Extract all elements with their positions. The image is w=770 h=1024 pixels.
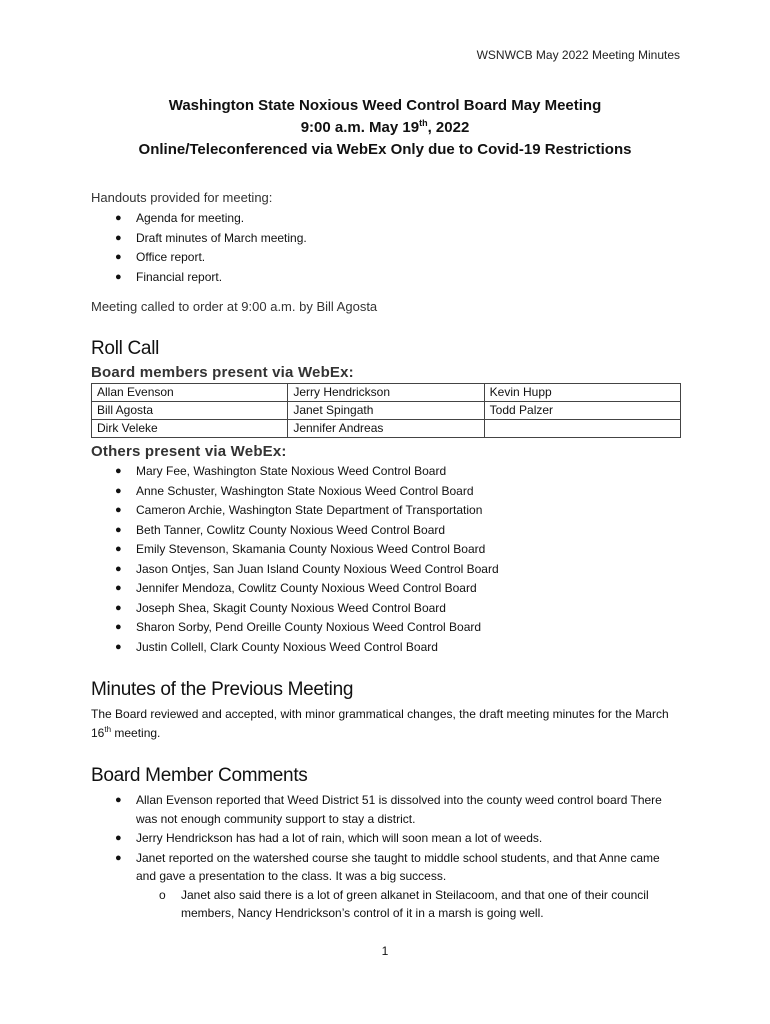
attendee: Joseph Shea, Skagit County Noxious Weed Control Board	[136, 600, 446, 615]
board-comments-heading: Board Member Comments	[91, 765, 308, 786]
minutes-text-main: The Board reviewed and accepted, with minor grammatical changes, the draft meeting minutes for the March 16	[91, 707, 669, 740]
bullet-icon: ●	[115, 640, 122, 653]
list-item	[91, 268, 681, 288]
list-item	[136, 886, 681, 923]
document-title	[0, 95, 770, 161]
bullet-icon: ●	[115, 832, 122, 844]
list-item	[91, 638, 681, 658]
list-item	[91, 229, 681, 249]
attendee: Emily Stevenson, Skamania County Noxious Weed Control Board	[136, 542, 486, 556]
title-line-3: Online/Teleconferenced via WebEx Only due to Covid-19 Restrictions	[138, 141, 632, 158]
ordinal-suffix: th	[104, 725, 112, 734]
page-number: 1	[381, 944, 389, 958]
table-row	[92, 384, 681, 402]
table-cell: Todd Palzer	[484, 402, 680, 420]
handouts-list	[91, 209, 681, 287]
bullet-icon: ●	[115, 621, 122, 633]
list-item	[91, 540, 681, 560]
attendee: Sharon Sorby, Pend Oreille County Noxious Weed Control Board	[136, 620, 482, 634]
bullet-icon: ●	[115, 601, 122, 614]
title-line-1: Washington State Noxious Weed Control Board May Meeting	[168, 97, 602, 114]
comment-text: Jerry Hendrickson has had a lot of rain, which will soon mean a lot of weeds.	[136, 831, 543, 845]
sub-list	[136, 886, 681, 923]
list-item	[91, 209, 681, 229]
attendee: Beth Tanner, Cowlitz County Noxious Weed Control Board	[136, 522, 446, 537]
table-cell: Jerry Hendrickson	[288, 384, 484, 402]
bullet-icon: ●	[115, 251, 122, 263]
table-cell	[484, 420, 680, 438]
bullet-icon: ●	[115, 231, 122, 244]
title-ordinal-suffix: th	[419, 118, 428, 128]
title-time-date: 9:00 a.m. May 19	[300, 119, 420, 136]
list-item	[91, 521, 681, 541]
table-cell: Bill Agosta	[92, 402, 288, 420]
table-cell: Dirk Veleke	[92, 420, 288, 438]
bullet-icon: ●	[115, 504, 122, 516]
list-item	[91, 248, 681, 268]
bullet-icon: ●	[115, 562, 122, 575]
list-item	[91, 501, 681, 521]
bullet-icon: ●	[115, 582, 122, 594]
call-to-order: Meeting called to order at 9:00 a.m. by Bill Agosta	[91, 299, 378, 314]
list-item	[91, 579, 681, 599]
minutes-text	[91, 705, 681, 743]
list-item	[91, 482, 681, 502]
list-item	[91, 791, 681, 828]
attendee: Mary Fee, Washington State Noxious Weed Control Board	[136, 464, 447, 478]
others-list	[91, 462, 681, 657]
minutes-text-end: meeting.	[111, 726, 161, 740]
bullet-icon: ●	[115, 794, 122, 806]
table-row	[92, 402, 681, 420]
attendee: Anne Schuster, Washington State Noxious Weed Control Board	[136, 483, 474, 498]
list-item	[91, 849, 681, 923]
handout-item: Draft minutes of March meeting.	[136, 230, 307, 245]
attendee: Cameron Archie, Washington State Department of Transportation	[136, 503, 483, 517]
minutes-heading: Minutes of the Previous Meeting	[91, 679, 354, 700]
bullet-icon: ●	[115, 523, 122, 536]
board-comments-list	[91, 791, 681, 923]
title-year: , 2022	[427, 119, 470, 136]
circle-bullet-icon: o	[159, 887, 166, 902]
attendee: Justin Collell, Clark County Noxious Weed Control Board	[136, 639, 438, 654]
list-item	[91, 599, 681, 619]
board-members-subheading: Board members present via WebEx:	[91, 364, 354, 381]
comment-text: Janet reported on the watershed course she taught to middle school students, and that Anne came and gave a presentation to the class. It was a big success.	[136, 850, 660, 883]
table-cell: Jennifer Andreas	[288, 420, 484, 438]
attendee: Jennifer Mendoza, Cowlitz County Noxious Weed Control Board	[136, 581, 477, 595]
list-item	[91, 829, 681, 848]
running-header: WSNWCB May 2022 Meeting Minutes	[476, 48, 680, 62]
handout-item: Agenda for meeting.	[136, 211, 245, 225]
bullet-icon: ●	[115, 484, 122, 497]
document-body	[91, 190, 681, 924]
bullet-icon: ●	[115, 270, 122, 283]
others-subheading: Others present via WebEx:	[91, 443, 287, 460]
table-cell: Allan Evenson	[92, 384, 288, 402]
handout-item: Financial report.	[136, 269, 223, 284]
title-line-2	[0, 117, 770, 139]
handout-item: Office report.	[136, 250, 206, 264]
comment-text: Allan Evenson reported that Weed District 51 is dissolved into the county weed control board There was not enough community support to stay a district.	[136, 793, 662, 826]
table-cell: Kevin Hupp	[484, 384, 680, 402]
list-item	[91, 618, 681, 638]
handouts-intro: Handouts provided for meeting:	[91, 190, 273, 205]
roll-call-heading: Roll Call	[91, 338, 160, 359]
board-members-table	[91, 383, 681, 438]
attendee: Jason Ontjes, San Juan Island County Noxious Weed Control Board	[136, 561, 499, 576]
table-row	[92, 420, 681, 438]
list-item	[91, 560, 681, 580]
bullet-icon: ●	[115, 543, 122, 555]
bullet-icon: ●	[115, 212, 122, 224]
bullet-icon: ●	[115, 465, 122, 477]
bullet-icon: ●	[115, 851, 122, 864]
table-cell: Janet Spingath	[288, 402, 484, 420]
sub-comment-text: Janet also said there is a lot of green alkanet in Steilacoom, and that one of their council members, Nancy Hendrickson’s control of it in a marsh is going well.	[181, 887, 649, 920]
list-item	[91, 462, 681, 482]
